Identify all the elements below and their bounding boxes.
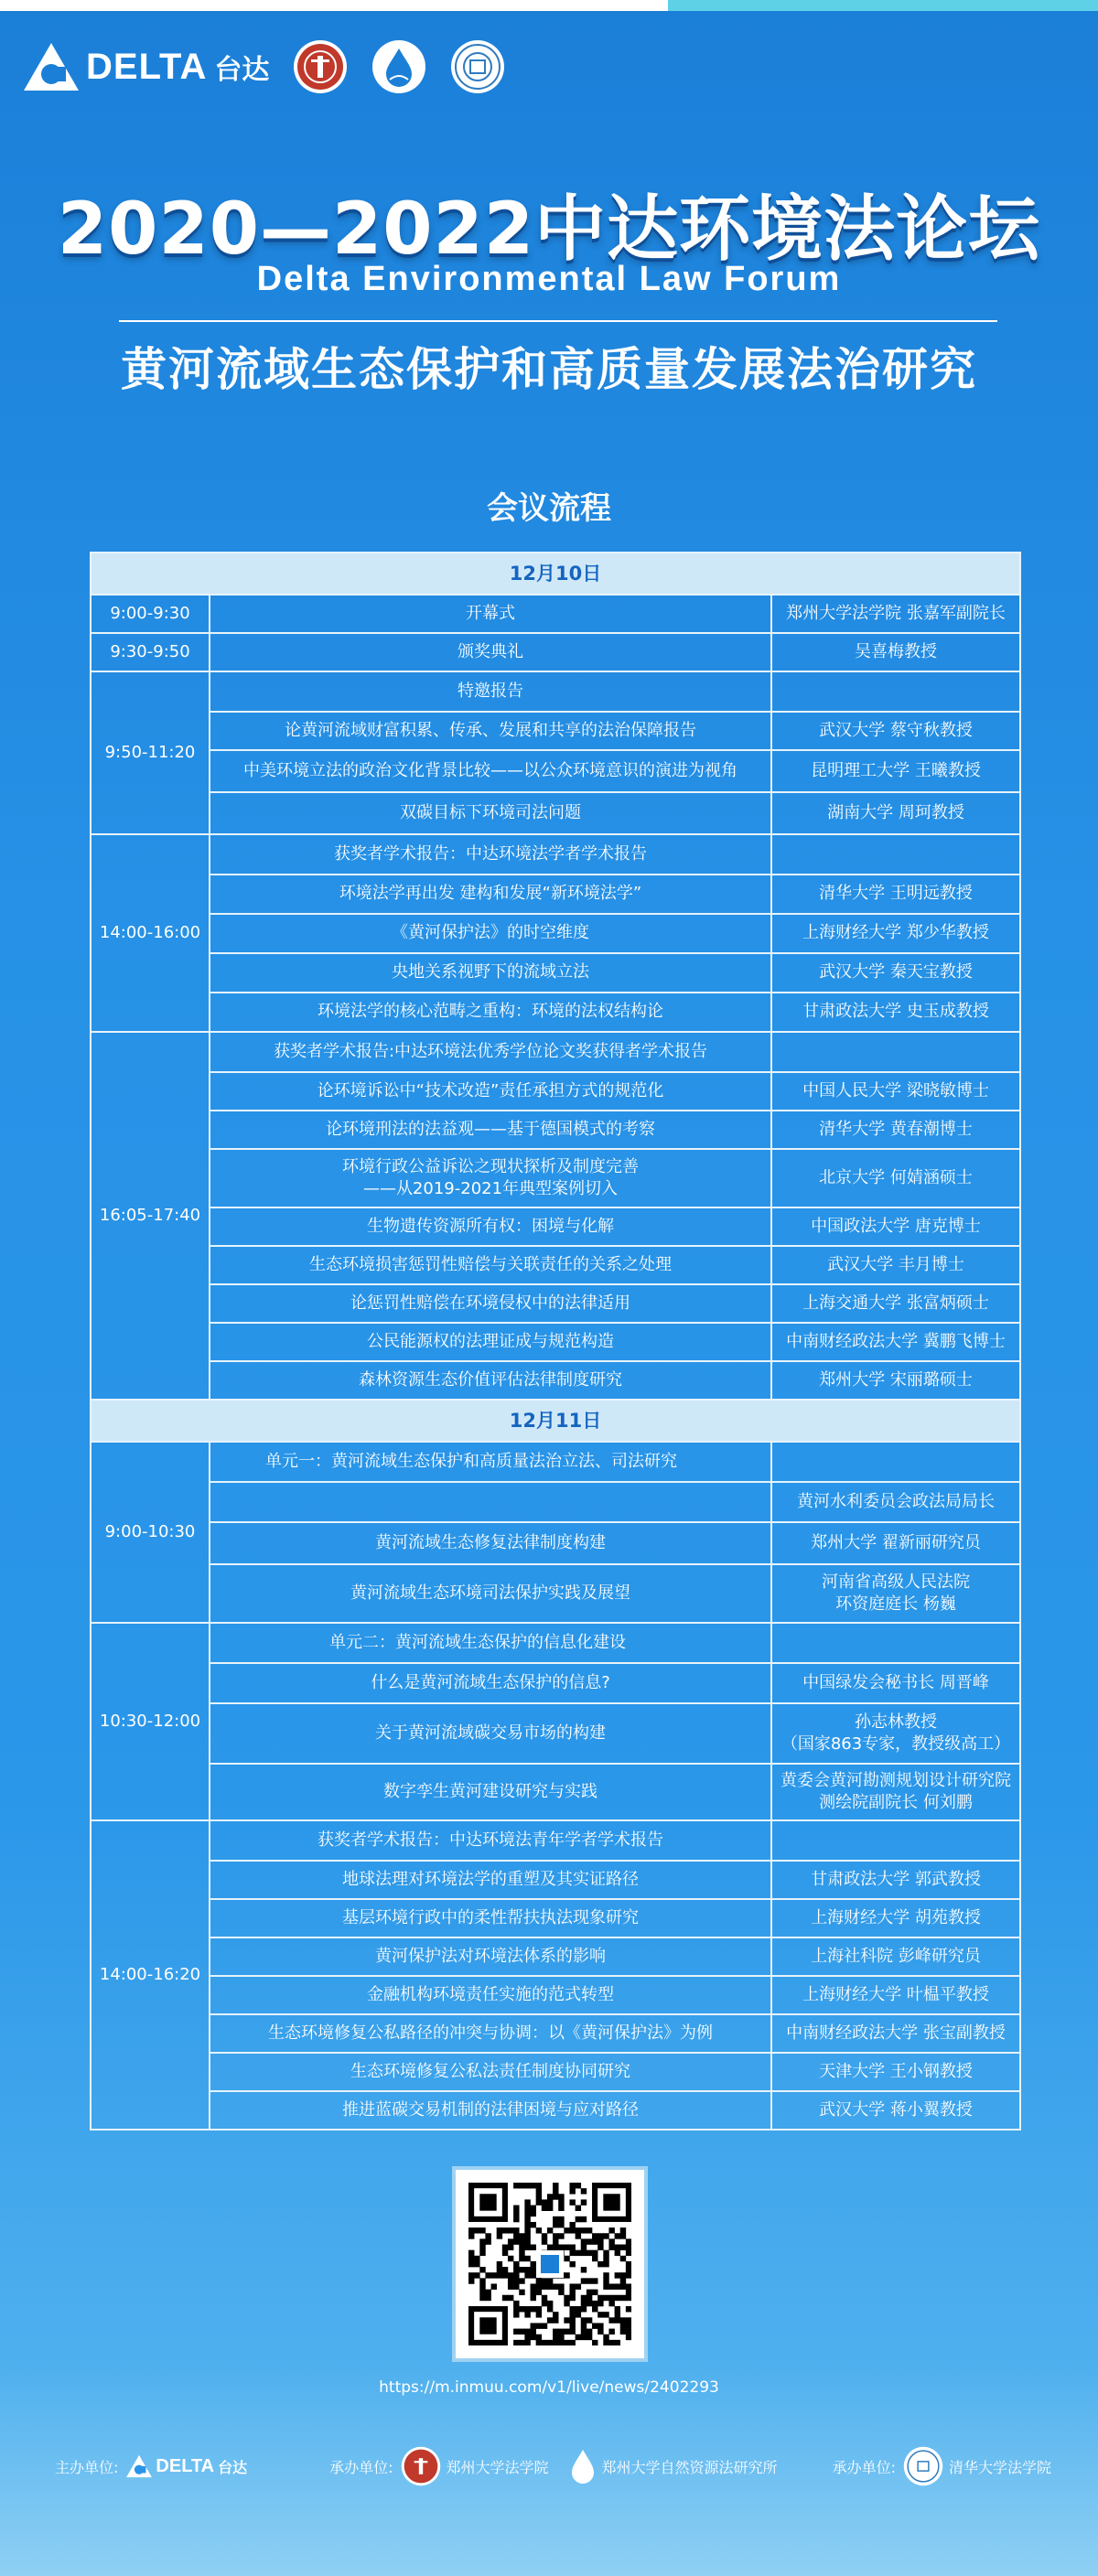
table-row [91,1323,1020,1361]
table-row [91,2014,1020,2053]
speaker-cell [771,1442,1020,1482]
topic-cell: 基层环境行政中的柔性帮扶执法现象研究 [210,1899,771,1937]
speaker-cell: 甘肃政法大学 史玉成教授 [771,993,1020,1032]
topic-cell: 公民能源权的法理证成与规范构造 [210,1323,771,1361]
table-row [91,2091,1020,2130]
table-row [91,712,1020,750]
table-row [91,1564,1020,1623]
topic-line: 环境行政公益诉讼之现状探析及制度完善 [342,1156,639,1176]
tsinghua-law-seal-icon [450,39,505,94]
day-header-label: 12月10日 [91,553,1020,595]
speaker-line: 河南省高级人民法院 [822,1572,970,1592]
topic-cell: 开幕式 [210,595,771,633]
speaker-cell: 天津大学 王小钢教授 [771,2053,1020,2091]
top-strip-accent [668,0,1098,11]
organizer-3 [903,2446,1051,2486]
title-divider [119,320,997,322]
topic-cell: 《黄河保护法》的时空维度 [210,914,771,953]
time-cell: 14:00-16:20 [91,1820,210,2130]
speaker-cell: 中南财经政法大学 张宝副教授 [771,2014,1020,2053]
topic-cell: 环境法学再出发 建构和发展“新环境法学” [210,875,771,914]
subtitle: 黄河流域生态保护和高质量发展法治研究 [121,343,977,396]
speaker-cell: 上海财经大学 胡苑教授 [771,1899,1020,1937]
speaker-cell: 清华大学 黄春潮博士 [771,1111,1020,1149]
speaker-cell: 清华大学 王明远教授 [771,875,1020,914]
water-drop-emblem-icon [569,2448,597,2485]
delta-triangle-icon [22,41,81,92]
day-header-1 [91,553,1020,595]
speaker-cell: 甘肃政法大学 郭武教授 [771,1861,1020,1899]
topic-cell: 生态环境修复公私法责任制度协同研究 [210,2053,771,2091]
zhengzhou-law-seal-icon [293,39,348,94]
host-brand: DELTA [156,2455,215,2476]
organizer-3-name: 清华大学法学院 [948,2458,1051,2476]
topic-cell: 什么是黄河流域生态保护的信息? [210,1663,771,1703]
speaker-cell: 中南财经政法大学 冀鹏飞博士 [771,1323,1020,1361]
speaker-cell [771,1764,1020,1820]
topic-line: ——从2019-2021年典型案例切入 [362,1179,619,1198]
schedule-table [90,552,1021,2131]
time-cell: 14:00-16:00 [91,834,210,1032]
topic-cell: 关于黄河流域碳交易市场的构建 [210,1703,771,1764]
table-row [91,1072,1020,1111]
topic-cell: 数字孪生黄河建设研究与实践 [210,1764,771,1820]
topic-cell: 获奖者学术报告：中达环境法青年学者学术报告 [210,1820,771,1861]
main-title: 2020—2022中达环境法论坛 [57,188,1041,271]
speaker-cell: 昆明理工大学 王曦教授 [771,750,1020,792]
topic-cell: 黄河保护法对环境法体系的影响 [210,1937,771,1976]
time-cell: 9:30-9:50 [91,633,210,671]
speaker-cell: 武汉大学 蔡守秋教授 [771,712,1020,750]
table-row [91,1663,1020,1703]
qr-code-icon [468,2183,631,2345]
table-row [91,1111,1020,1149]
speaker-line: （国家863专家，教授级高工） [780,1734,1011,1754]
speaker-cell: 武汉大学 丰月博士 [771,1246,1020,1284]
footer [55,2442,1061,2490]
table-row [91,1861,1020,1899]
live-url[interactable]: https://m.inmuu.com/v1/live/news/2402293 [379,2378,719,2397]
table-row [91,1703,1020,1764]
qr-code[interactable] [452,2166,648,2362]
table-row [91,1482,1020,1522]
speaker-line: 测绘院副院长 何刘鹏 [819,1793,973,1812]
speaker-cell: 上海财经大学 叶榅平教授 [771,1976,1020,2014]
table-row [91,1976,1020,2014]
speaker-cell: 郑州大学法学院 张嘉军副院长 [771,595,1020,633]
topic-cell: 金融机构环境责任实施的范式转型 [210,1976,771,2014]
topic-cell [210,1482,771,1522]
topic-cell: 论惩罚性赔偿在环境侵权中的法律适用 [210,1284,771,1323]
table-row [91,1208,1020,1246]
topic-cell: 双碳目标下环境司法问题 [210,792,771,834]
table-row [91,671,1020,712]
topic-cell: 环境法学的核心范畴之重构：环境的法权结构论 [210,993,771,1032]
table-row [91,834,1020,875]
day-header-2 [91,1400,1020,1442]
speaker-cell: 中国绿发会秘书长 周晋峰 [771,1663,1020,1703]
table-row [91,2053,1020,2091]
organizer-1-name: 郑州大学法学院 [446,2458,549,2476]
table-row [91,595,1020,633]
table-row [91,1764,1020,1820]
topic-cell: 森林资源生态价值评估法律制度研究 [210,1361,771,1400]
time-cell: 9:00-10:30 [91,1442,210,1623]
speaker-cell [771,1032,1020,1072]
speaker-cell [771,1564,1020,1623]
speaker-line: 孙志林教授 [855,1712,937,1732]
delta-triangle-icon [125,2454,153,2478]
table-row [91,792,1020,834]
table-row [91,1032,1020,1072]
topic-cell: 推进蓝碳交易机制的法律困境与应对路径 [210,2091,771,2130]
organizer-label: 承办单位: [329,2458,393,2476]
table-row [91,633,1020,671]
speaker-cell: 郑州大学 翟新丽研究员 [771,1522,1020,1564]
table-row [91,1246,1020,1284]
speaker-cell [771,834,1020,875]
table-row [91,750,1020,792]
zhengzhou-law-seal-icon [401,2446,441,2486]
topic-cell: 获奖者学术报告:中达环境法优秀学位论文奖获得者学术报告 [210,1032,771,1072]
speaker-cell [771,671,1020,712]
table-row [91,914,1020,953]
speaker-cell [771,1820,1020,1861]
table-row [91,1442,1020,1482]
table-row [91,875,1020,914]
topic-cell: 论环境刑法的法益观——基于德国模式的考察 [210,1111,771,1149]
table-row [91,1361,1020,1400]
delta-cn-text: 台达 [214,54,270,86]
table-row [91,1820,1020,1861]
section-title: 会议流程 [487,490,611,527]
table-row [91,1284,1020,1323]
host-cn: 台达 [218,2458,248,2476]
topic-cell: 中美环境立法的政治文化背景比较——以公众环境意识的演进为视角 [210,750,771,792]
topic-cell: 黄河流域生态环境司法保护实践及展望 [210,1564,771,1623]
time-cell: 16:05-17:40 [91,1032,210,1400]
table-row [91,1522,1020,1564]
speaker-cell: 中国政法大学 唐克博士 [771,1208,1020,1246]
speaker-cell: 郑州大学 宋丽璐硕士 [771,1361,1020,1400]
host-logo [125,2454,247,2478]
speaker-cell: 黄河水利委员会政法局局长 [771,1482,1020,1522]
speaker-cell: 北京大学 何婧涵硕士 [771,1149,1020,1208]
top-strip [0,0,1098,11]
logo-row [22,37,505,97]
topic-cell: 央地关系视野下的流域立法 [210,953,771,993]
host-label: 主办单位: [55,2458,119,2476]
speaker-cell: 中国人民大学 梁晓敏博士 [771,1072,1020,1111]
table-row [91,1623,1020,1663]
topic-cell: 黄河流域生态修复法律制度构建 [210,1522,771,1564]
organizer-3-label: 承办单位: [832,2458,896,2476]
speaker-line: 黄委会黄河勘测规划设计研究院 [780,1770,1011,1790]
speaker-cell: 武汉大学 蒋小翼教授 [771,2091,1020,2130]
table-row [91,1899,1020,1937]
speaker-cell: 湖南大学 周珂教授 [771,792,1020,834]
organizer-1 [401,2446,549,2486]
topic-cell: 获奖者学术报告：中达环境法学者学术报告 [210,834,771,875]
topic-cell: 单元一：黄河流域生态保护和高质量法治立法、司法研究 [210,1442,771,1482]
topic-cell: 颁奖典礼 [210,633,771,671]
table-row [91,993,1020,1032]
topic-cell [210,1149,771,1208]
speaker-cell: 上海社科院 彭峰研究员 [771,1937,1020,1976]
topic-cell: 特邀报告 [210,671,771,712]
day-header-label: 12月11日 [91,1400,1020,1442]
organizer-2 [569,2448,778,2485]
delta-brand-text: DELTA [86,46,208,87]
speaker-cell: 武汉大学 秦天宝教授 [771,953,1020,993]
time-cell: 9:50-11:20 [91,671,210,834]
topic-cell: 论黄河流域财富积累、传承、发展和共享的法治保障报告 [210,712,771,750]
topic-cell: 论环境诉讼中“技术改造”责任承担方式的规范化 [210,1072,771,1111]
speaker-cell [771,1623,1020,1663]
topic-cell: 生物遗传资源所有权：困境与化解 [210,1208,771,1246]
speaker-cell: 上海财经大学 郑少华教授 [771,914,1020,953]
time-cell: 10:30-12:00 [91,1623,210,1820]
speaker-line: 环资庭庭长 杨巍 [835,1594,956,1614]
topic-cell: 地球法理对环境法学的重塑及其实证路径 [210,1861,771,1899]
table-row [91,1149,1020,1208]
time-cell: 9:00-9:30 [91,595,210,633]
organizer-2-name: 郑州大学自然资源法研究所 [601,2458,778,2476]
table-row [91,953,1020,993]
topic-cell: 单元二：黄河流域生态保护的信息化建设 [210,1623,771,1663]
water-drop-emblem-icon [371,39,426,94]
topic-cell: 生态环境损害惩罚性赔偿与关联责任的关系之处理 [210,1246,771,1284]
speaker-cell: 吴喜梅教授 [771,633,1020,671]
speaker-cell [771,1703,1020,1764]
tsinghua-law-seal-icon [903,2446,943,2486]
speaker-cell: 上海交通大学 张富炳硕士 [771,1284,1020,1323]
table-row [91,1937,1020,1976]
topic-cell: 生态环境修复公私路径的冲突与协调：以《黄河保护法》为例 [210,2014,771,2053]
english-title: Delta Environmental Law Forum [256,260,842,298]
